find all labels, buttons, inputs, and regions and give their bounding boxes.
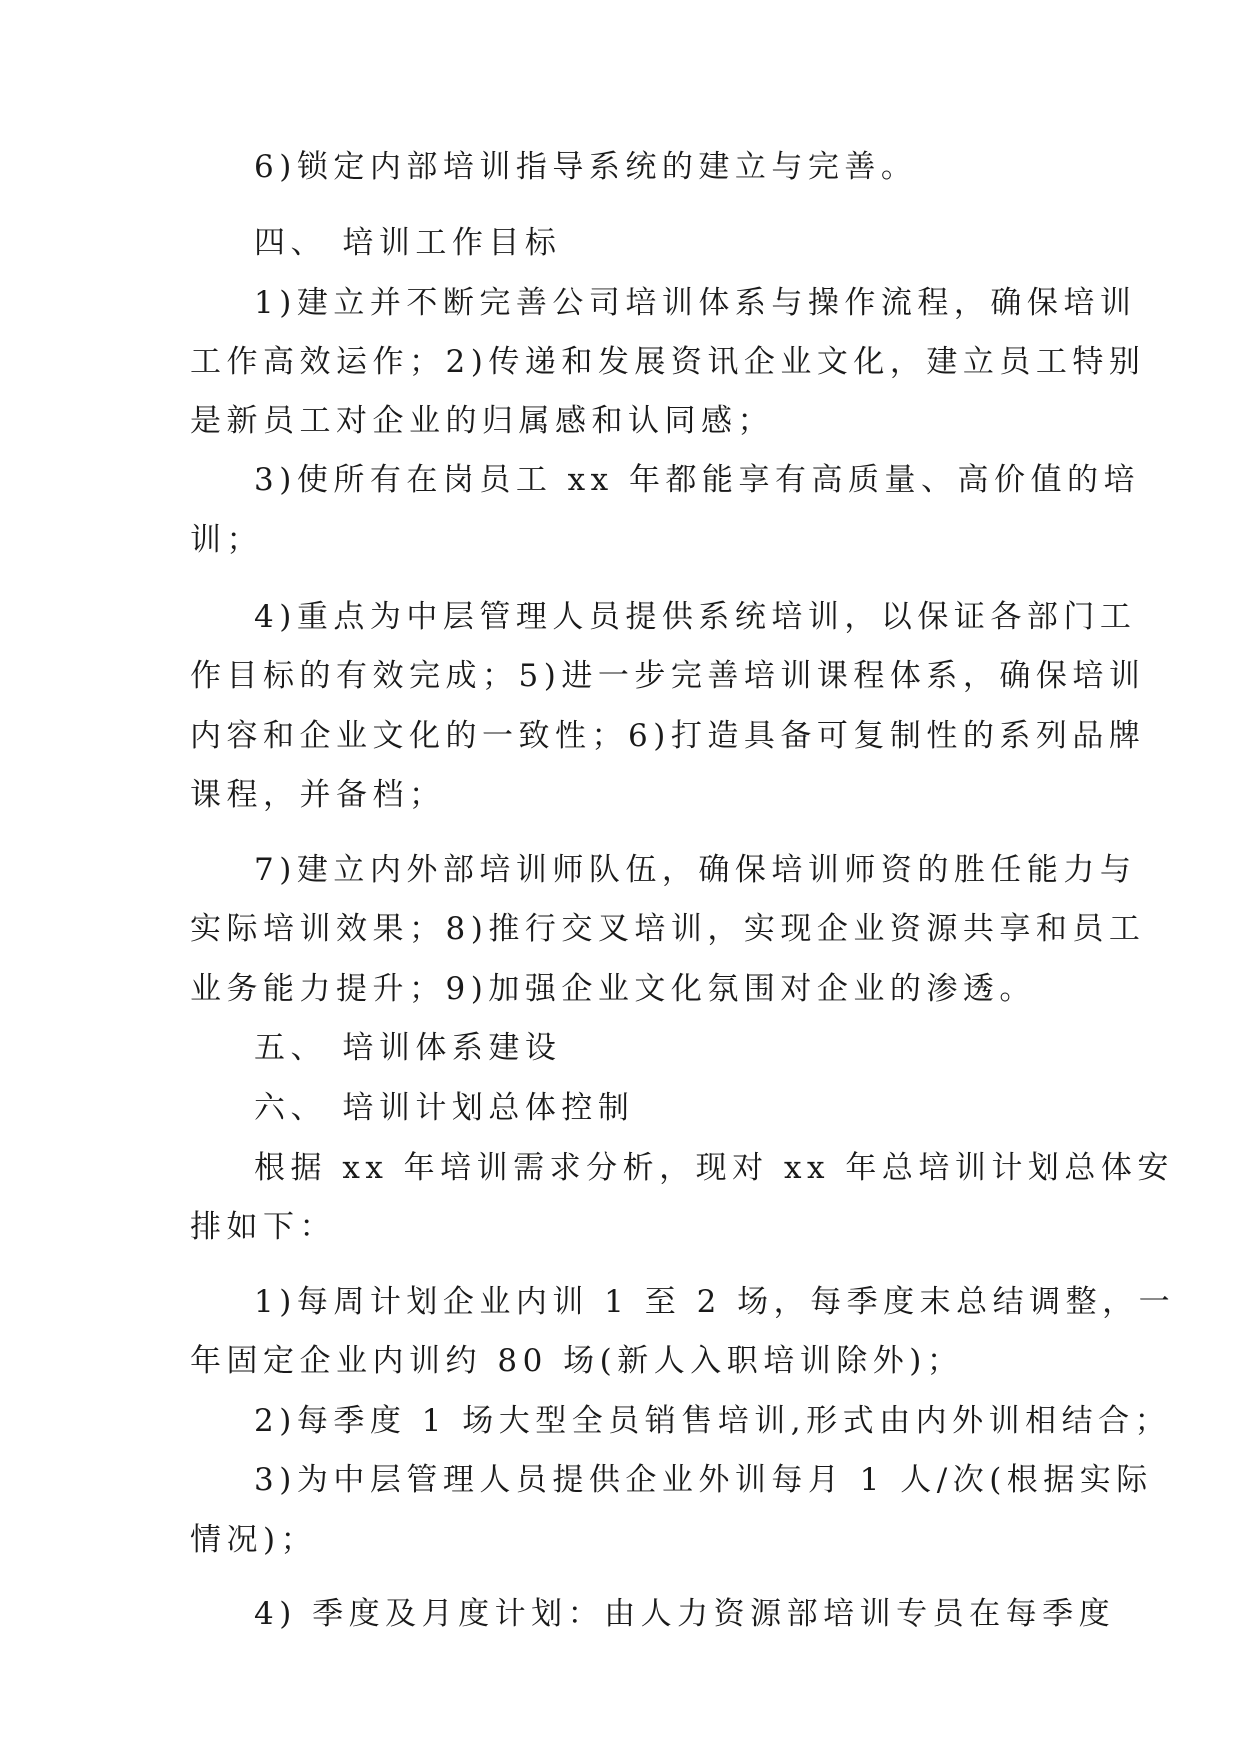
text-line: 根据 xx 年培训需求分析，现对 xx 年总培训计划总体安 [254,1150,1174,1186]
text-line: 训； [190,522,263,558]
text-line: 6)锁定内部培训指导系统的建立与完善。 [254,149,918,185]
text-line: 7)建立内外部培训师队伍，确保培训师资的胜任能力与 [254,852,1137,888]
text-line: 内容和企业文化的一致性；6)打造具备可复制性的系列品牌 [190,718,1146,754]
section-heading: 五、 培训体系建设 [254,1030,562,1066]
text-line: 工作高效运作；2)传递和发展资讯企业文化，建立员工特别 [190,344,1146,380]
section-heading: 六、 培训计划总体控制 [254,1090,635,1126]
text-line: 实际培训效果；8)推行交叉培训，实现企业资源共享和员工 [190,911,1146,947]
text-line: 排如下： [190,1209,336,1245]
text-line: 4) 季度及月度计划：由人力资源部培训专员在每季度 [254,1596,1116,1632]
text-line: 1)每周计划企业内训 1 至 2 场，每季度末总结调整，一 [254,1284,1176,1320]
text-line: 年固定企业内训约 80 场(新人入职培训除外)； [190,1343,964,1379]
text-line: 作目标的有效完成；5)进一步完善培训课程体系，确保培训 [190,658,1146,694]
text-line: 3)为中层管理人员提供企业外训每月 1 人/次(根据实际 [254,1462,1153,1498]
text-line: 业务能力提升；9)加强企业文化氛围对企业的渗透。 [190,971,1036,1007]
text-line: 3)使所有在岗员工 xx 年都能享有高质量、高价值的培 [254,462,1140,498]
text-line: 情况)； [190,1522,318,1558]
section-heading: 四、 培训工作目标 [254,225,562,261]
text-line: 2)每季度 1 场大型全员销售培训,形式由内外训相结合； [254,1403,1172,1439]
text-line: 1)建立并不断完善公司培训体系与操作流程，确保培训 [254,285,1137,321]
text-line: 课程，并备档； [190,777,446,813]
text-line: 是新员工对企业的归属感和认同感； [190,403,774,439]
text-line: 4)重点为中层管理人员提供系统培训，以保证各部门工 [254,599,1137,635]
